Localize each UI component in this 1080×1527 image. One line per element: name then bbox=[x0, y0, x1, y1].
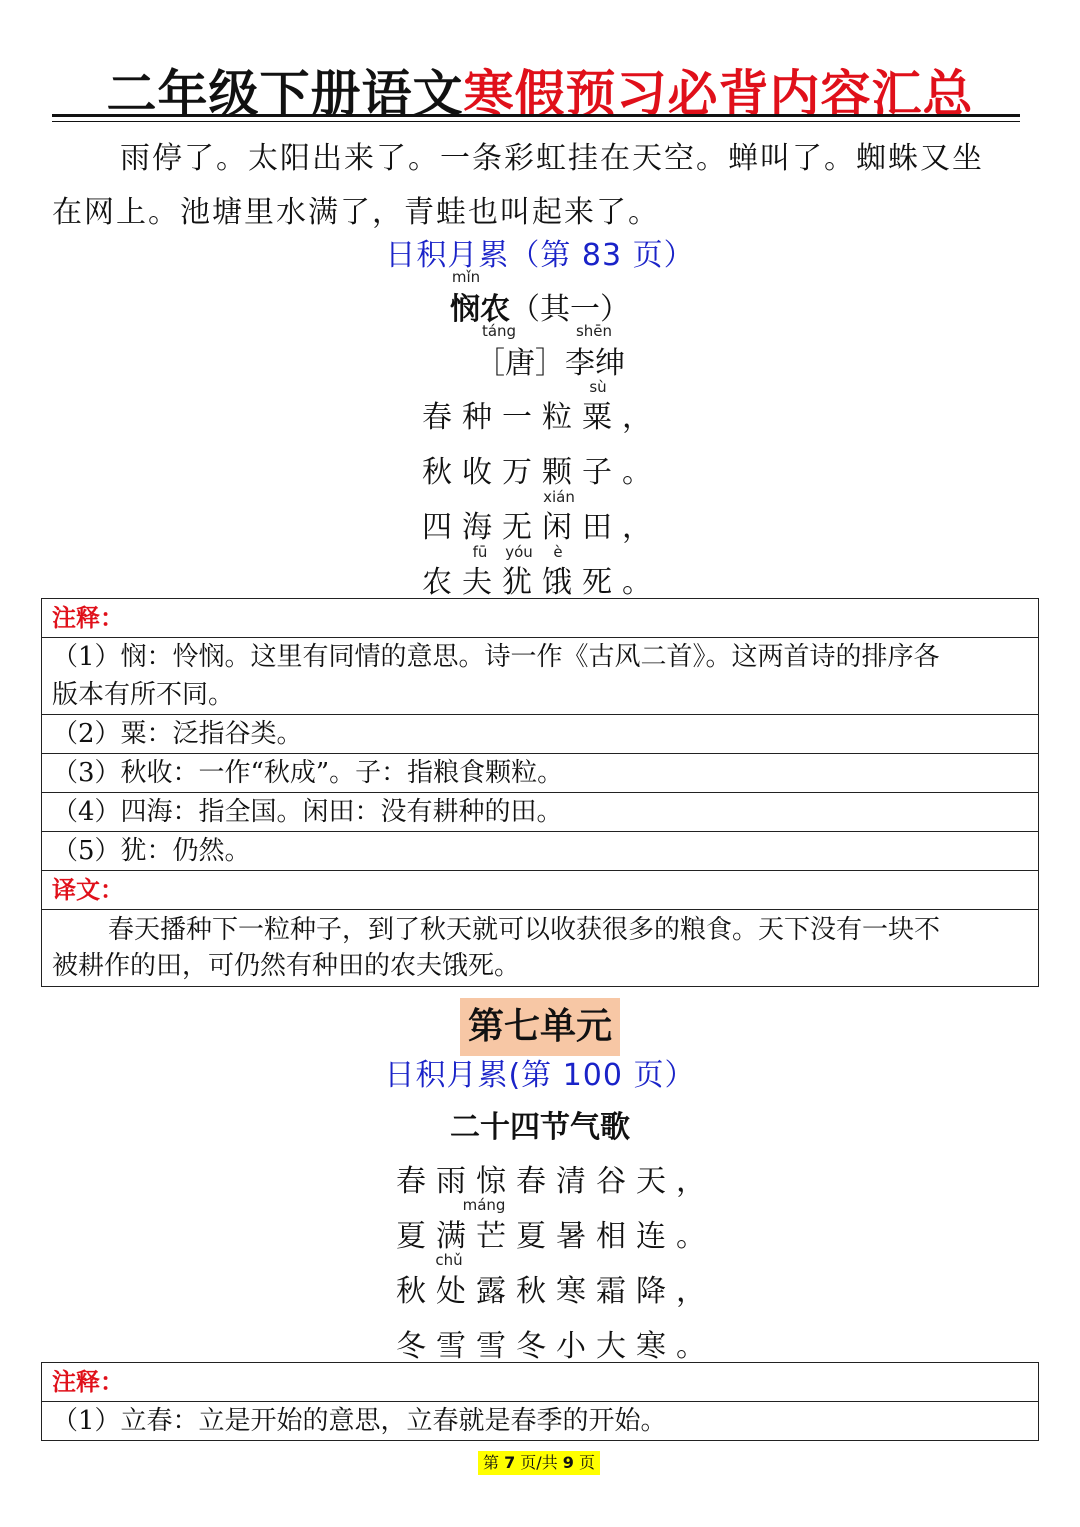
note-row-4: （4）四海：指全国。闲田：没有耕种的田。 bbox=[42, 793, 1039, 832]
pinyin-tang: táng bbox=[481, 322, 517, 340]
poem2-line-3: 秋处露秋寒霜降， bbox=[396, 1274, 716, 1309]
poem1-title-row bbox=[0, 284, 1080, 328]
translation-row bbox=[42, 910, 1039, 987]
poem1-author: ［唐］李绅 bbox=[475, 346, 625, 381]
pinyin-su: sù bbox=[589, 378, 607, 396]
section2-heading: 日积月累(第 100 页） bbox=[384, 1058, 696, 1093]
notes2-row-1: （1）立春：立是开始的意思，立春就是春季的开始。 bbox=[42, 1402, 1039, 1441]
poem1-title: 悯农 bbox=[450, 292, 510, 327]
notes-table-2 bbox=[41, 1362, 1039, 1441]
note-row-5: （5）犹：仍然。 bbox=[42, 832, 1039, 871]
intro-line1: 雨停了。太阳出来了。一条彩虹挂在天空。蝉叫了。蜘蛛又坐 bbox=[120, 141, 984, 176]
note-row-2: （2）粟：泛指谷类。 bbox=[42, 715, 1039, 754]
pinyin-fu: fū bbox=[472, 543, 488, 561]
pinyin-e: è bbox=[553, 543, 563, 561]
poem1-line-4: 农夫犹饿死。 bbox=[422, 565, 662, 600]
note-row-3: （3）秋收：一作“秋成”。子：指粮食颗粒。 bbox=[42, 754, 1039, 793]
note-1-line-2: 版本有所不同。 bbox=[52, 680, 235, 710]
title-rule-thin bbox=[52, 121, 1020, 122]
footer-prefix: 第 bbox=[482, 1453, 499, 1472]
poem1-line-1: 春种一粒粟， bbox=[422, 400, 662, 435]
pinyin-shen: shēn bbox=[575, 322, 613, 340]
notes2-label: 注释： bbox=[52, 1368, 124, 1396]
notes-label: 注释： bbox=[52, 604, 124, 632]
footer-suffix: 页 bbox=[579, 1453, 596, 1472]
footer-middle: 页/共 bbox=[520, 1453, 558, 1472]
poem2-line-1: 春雨惊春清谷天， bbox=[396, 1164, 716, 1199]
note-1-line-1: （1）悯：怜悯。这里有同情的意思。诗一作《古风二首》。这两首诗的排序各 bbox=[52, 642, 940, 672]
title-part2: 寒假预习必背内容汇总 bbox=[463, 65, 974, 123]
translation-line-2: 被耕作的田，可仍然有种田的农夫饿死。 bbox=[52, 951, 521, 981]
translation-label-row bbox=[42, 871, 1039, 910]
notes2-label-row bbox=[42, 1363, 1039, 1402]
title-part1: 二年级下册语文 bbox=[106, 65, 464, 123]
note-row-1 bbox=[42, 638, 1039, 715]
footer-current-page: 7 bbox=[504, 1453, 516, 1472]
pinyin-xian: xián bbox=[543, 488, 575, 506]
poem2-line-4: 冬雪雪冬小大寒。 bbox=[396, 1329, 716, 1364]
pinyin-mang: máng bbox=[462, 1196, 506, 1214]
notes-label-row bbox=[42, 599, 1039, 638]
notes-table-1 bbox=[41, 598, 1039, 987]
footer-total-pages: 9 bbox=[562, 1453, 574, 1472]
section1-heading: 日积月累（第 83 页） bbox=[385, 238, 695, 273]
poem1-line-2: 秋收万颗子。 bbox=[422, 455, 662, 490]
page-indicator bbox=[478, 1451, 600, 1475]
unit-title: 第七单元 bbox=[460, 998, 620, 1056]
title-rule-thick bbox=[52, 114, 1020, 117]
translation-label: 译文： bbox=[52, 876, 124, 904]
poem1-title-suffix: （其一） bbox=[510, 292, 630, 327]
translation-line-1: 春天播种下一粒种子，到了秋天就可以收获很多的粮食。天下没有一块不 bbox=[108, 915, 941, 945]
intro-line2: 在网上。池塘里水满了，青蛙也叫起来了。 bbox=[52, 195, 660, 230]
poem1-line-3: 四海无闲田， bbox=[422, 510, 662, 545]
pinyin-you: yóu bbox=[505, 543, 533, 561]
pinyin-min: mǐn bbox=[451, 268, 481, 286]
poem2-line-2: 夏满芒夏暑相连。 bbox=[396, 1219, 716, 1254]
pinyin-chu: chǔ bbox=[435, 1251, 463, 1269]
poem2-title: 二十四节气歌 bbox=[450, 1110, 630, 1145]
